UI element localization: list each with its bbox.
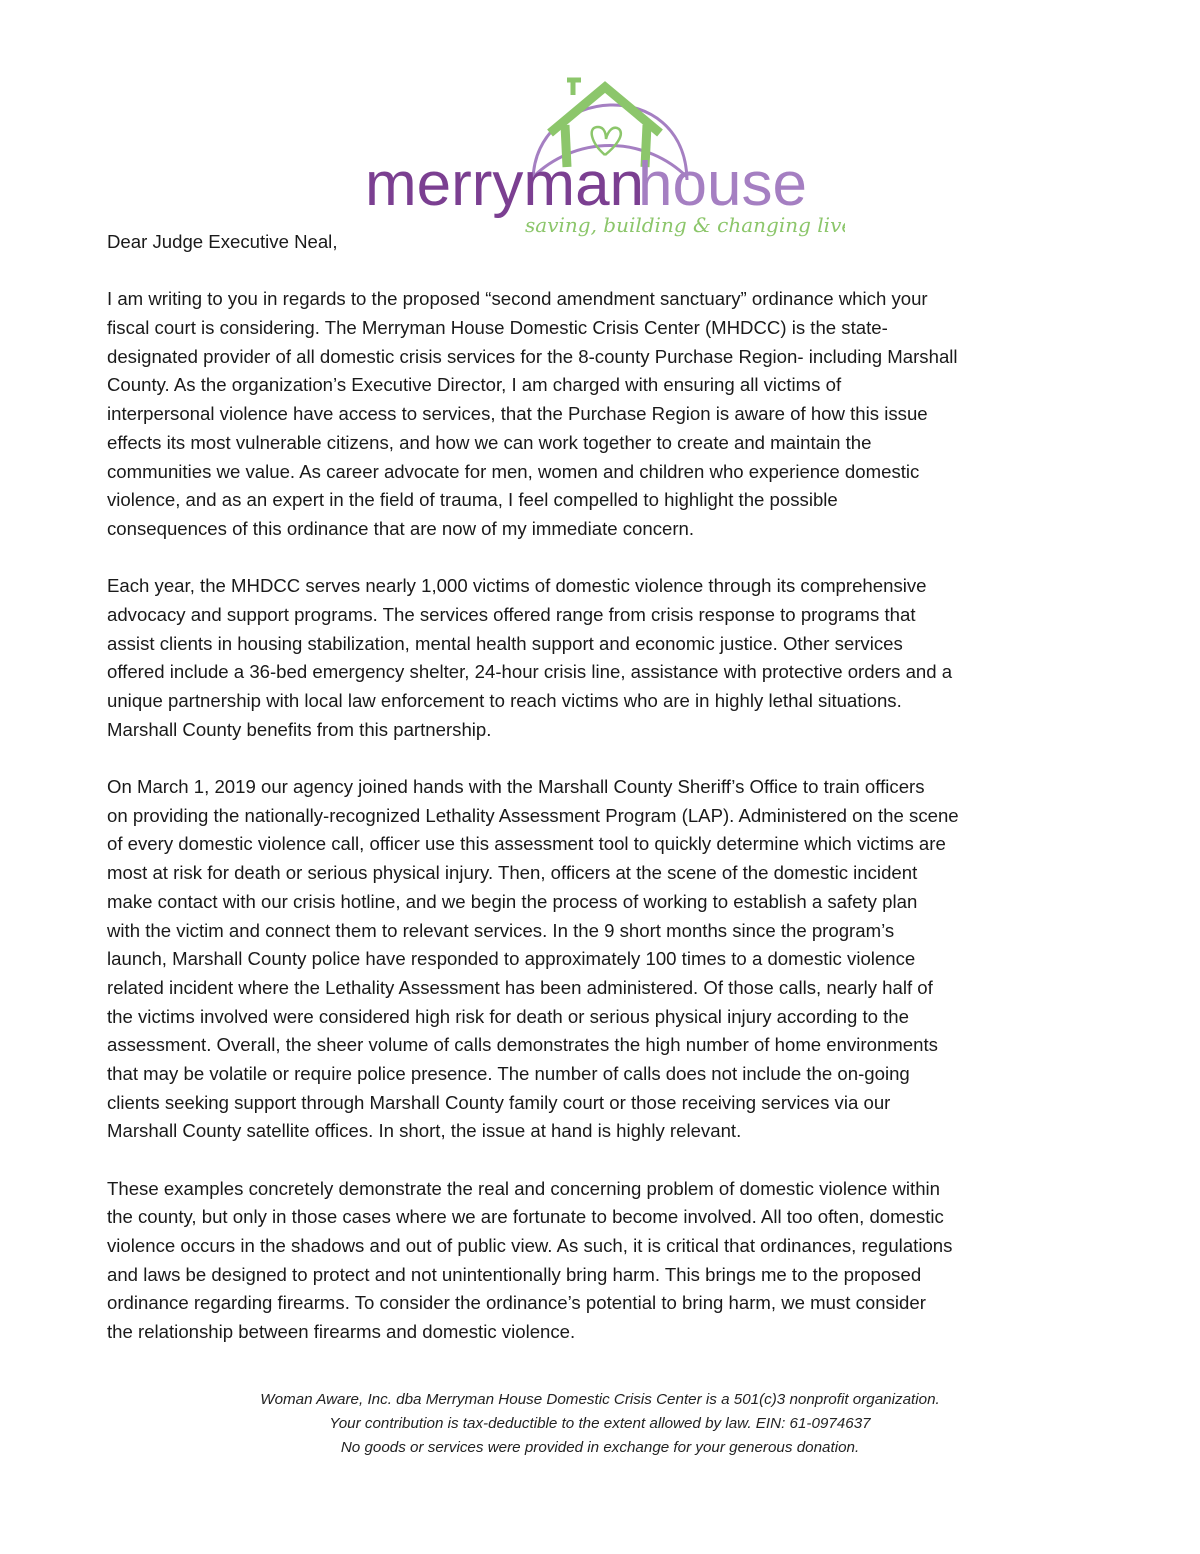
paragraph-line: Marshall County benefits from this partnership. [107, 718, 492, 740]
paragraph-line: that may be volatile or require police presence. The number of calls does not include the on-going [107, 1062, 910, 1084]
paragraph-line: County. As the organization’s Executive Director, I am charged with ensuring all victims of [107, 374, 842, 396]
paragraph-line: violence occurs in the shadows and out of public view. As such, it is critical that ordinances, regulations [107, 1235, 953, 1257]
paragraph-line: make contact with our crisis hotline, and we begin the process of working to establish a safety plan [107, 890, 918, 912]
paragraph-line: Each year, the MHDCC serves nearly 1,000 victims of domestic violence through its comprehensive [107, 575, 927, 597]
paragraph-line: and laws be designed to protect and not unintentionally bring harm. This brings me to the proposed [107, 1263, 922, 1285]
paragraph-line: advocacy and support programs. The services offered range from crisis response to programs that [107, 603, 916, 625]
svg-text:saving, building & changing li: saving, building & changing lives [525, 213, 845, 237]
footer-line: Your contribution is tax-deductible to the extent allowed by law. EIN: 61-0974637 [329, 1415, 871, 1432]
letter-paragraph [107, 285, 959, 543]
paragraph-line: the victims involved were considered high risk for death or serious physical injury according to the [107, 1005, 909, 1027]
paragraph-line: assist clients in housing stabilization, mental health support and economic justice. Other services [107, 632, 903, 654]
letter-paragraph [107, 773, 959, 1146]
paragraph-line: Marshall County satellite offices. In short, the issue at hand is highly relevant. [107, 1120, 742, 1142]
paragraph-line: offered include a 36-bed emergency shelter, 24-hour crisis line, assistance with protective orders and a [107, 661, 953, 683]
paragraph-line: effects its most vulnerable citizens, and how we can work together to create and maintain the [107, 431, 872, 453]
paragraph-line: on providing the nationally-recognized Lethality Assessment Program (LAP). Administered on the scene [107, 804, 959, 826]
svg-text:house: house [638, 150, 807, 219]
paragraph-line: violence, and as an expert in the field of trauma, I feel compelled to highlight the possible [107, 489, 838, 511]
paragraph-line: the relationship between firearms and domestic violence. [107, 1321, 576, 1343]
salutation: Dear Judge Executive Neal, [107, 231, 338, 252]
paragraph-line: ordinance regarding firearms. To consider the ordinance’s potential to bring harm, we must consider [107, 1292, 926, 1314]
paragraph-line: clients seeking support through Marshall County family court or those receiving services via our [107, 1091, 891, 1113]
paragraph-line: I am writing to you in regards to the proposed “second amendment sanctuary” ordinance which your [107, 288, 928, 310]
footer-line: No goods or services were provided in exchange for your generous donation. [340, 1439, 860, 1456]
paragraph-line: consequences of this ordinance that are now of my immediate concern. [107, 517, 695, 539]
footer [0, 1388, 1200, 1460]
paragraph-line: most at risk for death or serious physical injury. Then, officers at the scene of the domestic incident [107, 862, 918, 884]
paragraph-line: interpersonal violence have access to services, that the Purchase Region is aware of how this issue [107, 403, 928, 425]
paragraph-line: unique partnership with local law enforcement to reach victims who are in highly lethal situations. [107, 690, 902, 711]
merryman-house-logo [355, 55, 845, 245]
paragraph-line: On March 1, 2019 our agency joined hands with the Marshall County Sheriff’s Office to train officers [107, 776, 925, 798]
paragraph-line: related incident where the Lethality Assessment has been administered. Of those calls, nearly half of [107, 976, 933, 998]
paragraph-line: the county, but only in those cases where we are fortunate to become involved. All too often, domestic [107, 1206, 944, 1228]
paragraph-line: assessment. Overall, the sheer volume of calls demonstrates the high number of home environments [107, 1034, 938, 1056]
letter-body [107, 228, 959, 1376]
svg-text:merryman: merryman [365, 150, 645, 219]
paragraph-line: with the victim and connect them to relevant services. In the 9 short months since the program’s [107, 919, 895, 941]
paragraph-line: These examples concretely demonstrate the real and concerning problem of domestic violence within [107, 1177, 941, 1199]
paragraph-line: of every domestic violence call, officer use this assessment tool to quickly determine which victims are [107, 833, 946, 855]
paragraph-line: designated provider of all domestic crisis services for the 8-county Purchase Region- including Marshall [107, 345, 958, 367]
paragraph-line: launch, Marshall County police have responded to approximately 100 times to a domestic violence [107, 948, 916, 970]
letter-paragraph [107, 1175, 959, 1347]
paragraph-line: communities we value. As career advocate for men, women and children who experience domestic [107, 460, 920, 482]
footer-line: Woman Aware, Inc. dba Merryman House Domestic Crisis Center is a 501(c)3 nonprofit organization. [260, 1391, 940, 1408]
paragraph-line: fiscal court is considering. The Merryman House Domestic Crisis Center (MHDCC) is the state- [107, 317, 888, 339]
letter-paragraph [107, 572, 959, 744]
